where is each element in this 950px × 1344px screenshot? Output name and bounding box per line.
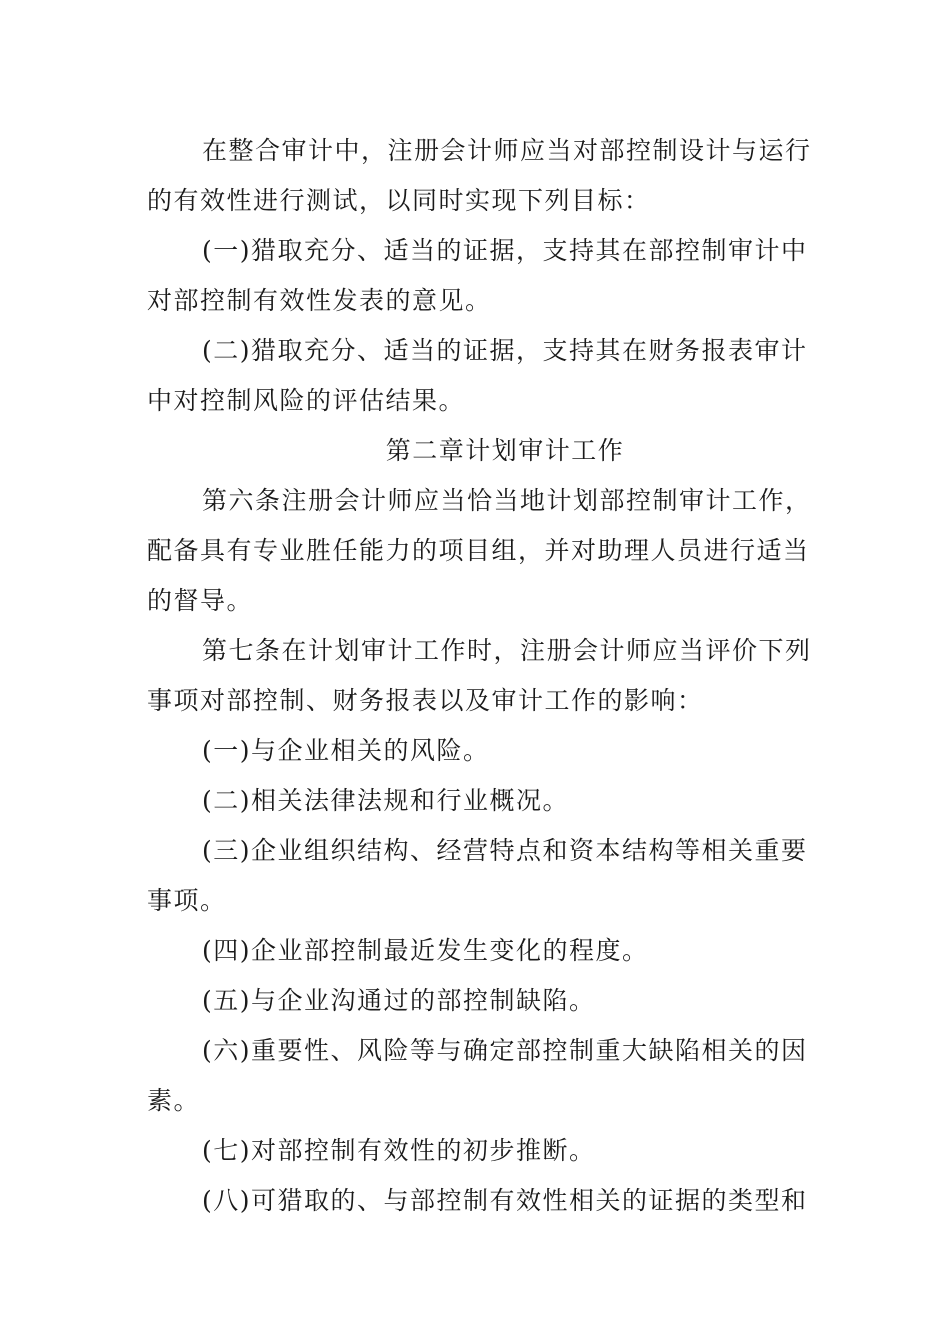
paragraph-line: (一)猎取充分、适当的证据，支持其在部控制审计中 bbox=[202, 236, 808, 265]
chapter-heading: 第二章计划审计工作 bbox=[385, 436, 625, 465]
list-item: (八)可猎取的、与部控制有效性相关的证据的类型和 bbox=[202, 1186, 808, 1215]
list-item: (六)重要性、风险等与确定部控制重大缺陷相关的因 bbox=[202, 1036, 808, 1065]
paragraph-line: 在整合审计中，注册会计师应当对部控制设计与运行 bbox=[202, 136, 812, 165]
list-item: (一)与企业相关的风险。 bbox=[202, 736, 490, 765]
list-item: (七)对部控制有效性的初步推断。 bbox=[202, 1136, 596, 1165]
list-item: (五)与企业沟通过的部控制缺陷。 bbox=[202, 986, 596, 1015]
list-item-continuation: 事项。 bbox=[147, 886, 227, 915]
paragraph-line: 的督导。 bbox=[147, 586, 254, 615]
paragraph-line: 第七条在计划审计工作时，注册会计师应当评价下列 bbox=[202, 636, 812, 665]
paragraph-line: (二)猎取充分、适当的证据，支持其在财务报表审计 bbox=[202, 336, 808, 365]
paragraph-line: 对部控制有效性发表的意见。 bbox=[147, 286, 492, 315]
paragraph-line: 事项对部控制、财务报表以及审计工作的影响： bbox=[147, 686, 704, 715]
list-item: (二)相关法律法规和行业概况。 bbox=[202, 786, 570, 815]
list-item-continuation: 素。 bbox=[147, 1086, 201, 1115]
list-item: (四)企业部控制最近发生变化的程度。 bbox=[202, 936, 649, 965]
list-item: (三)企业组织结构、经营特点和资本结构等相关重要 bbox=[202, 836, 808, 865]
paragraph-line: 中对控制风险的评估结果。 bbox=[147, 386, 466, 415]
paragraph-line: 第六条注册会计师应当恰当地计划部控制审计工作， bbox=[202, 486, 812, 515]
paragraph-line: 的有效性进行测试，以同时实现下列目标： bbox=[147, 186, 651, 215]
paragraph-line: 配备具有专业胜任能力的项目组，并对助理人员进行适当 bbox=[147, 536, 810, 565]
